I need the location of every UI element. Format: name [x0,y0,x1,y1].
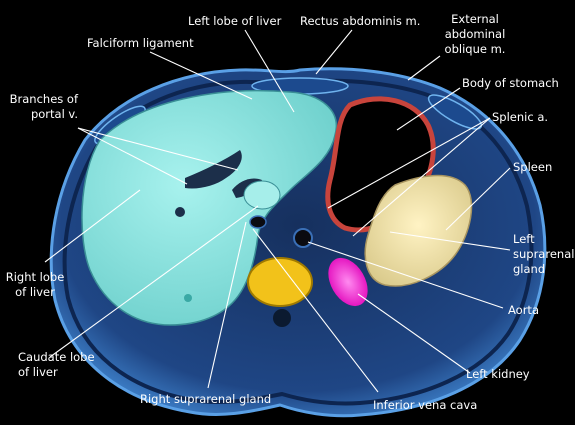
label-left-suprarenal-gland: Left suprarenal gland [513,232,575,276]
label-aorta: Aorta [508,303,539,317]
label-right-lobe-of-liver: Right lobe of liver [5,270,65,299]
label-left-kidney: Left kidney [466,367,530,381]
vertebral-body [248,258,312,306]
spinal-canal [273,309,291,327]
liver-vessel-dot [175,207,185,217]
label-splenic-a: Splenic a. [492,110,549,124]
label-body-of-stomach: Body of stomach [462,76,559,90]
inferior-vena-cava [250,216,266,228]
liver-vessel-dot [184,294,192,302]
label-branches-of-portal-v: Branches of portal v. [9,92,78,121]
label-external-abdominal-oblique: External abdominal oblique m. [444,12,506,56]
label-right-suprarenal-gland: Right suprarenal gland [140,392,272,406]
label-rectus-abdominis: Rectus abdominis m. [300,14,421,28]
line-oblique [408,56,440,80]
label-falciform-ligament: Falciform ligament [87,36,194,50]
caudate-lobe [244,181,280,209]
label-spleen: Spleen [513,160,553,174]
label-caudate-lobe-of-liver: Caudate lobe of liver [18,350,95,379]
aorta [294,229,312,247]
label-left-lobe-of-liver: Left lobe of liver [188,14,282,28]
label-inferior-vena-cava: Inferior vena cava [373,398,478,412]
